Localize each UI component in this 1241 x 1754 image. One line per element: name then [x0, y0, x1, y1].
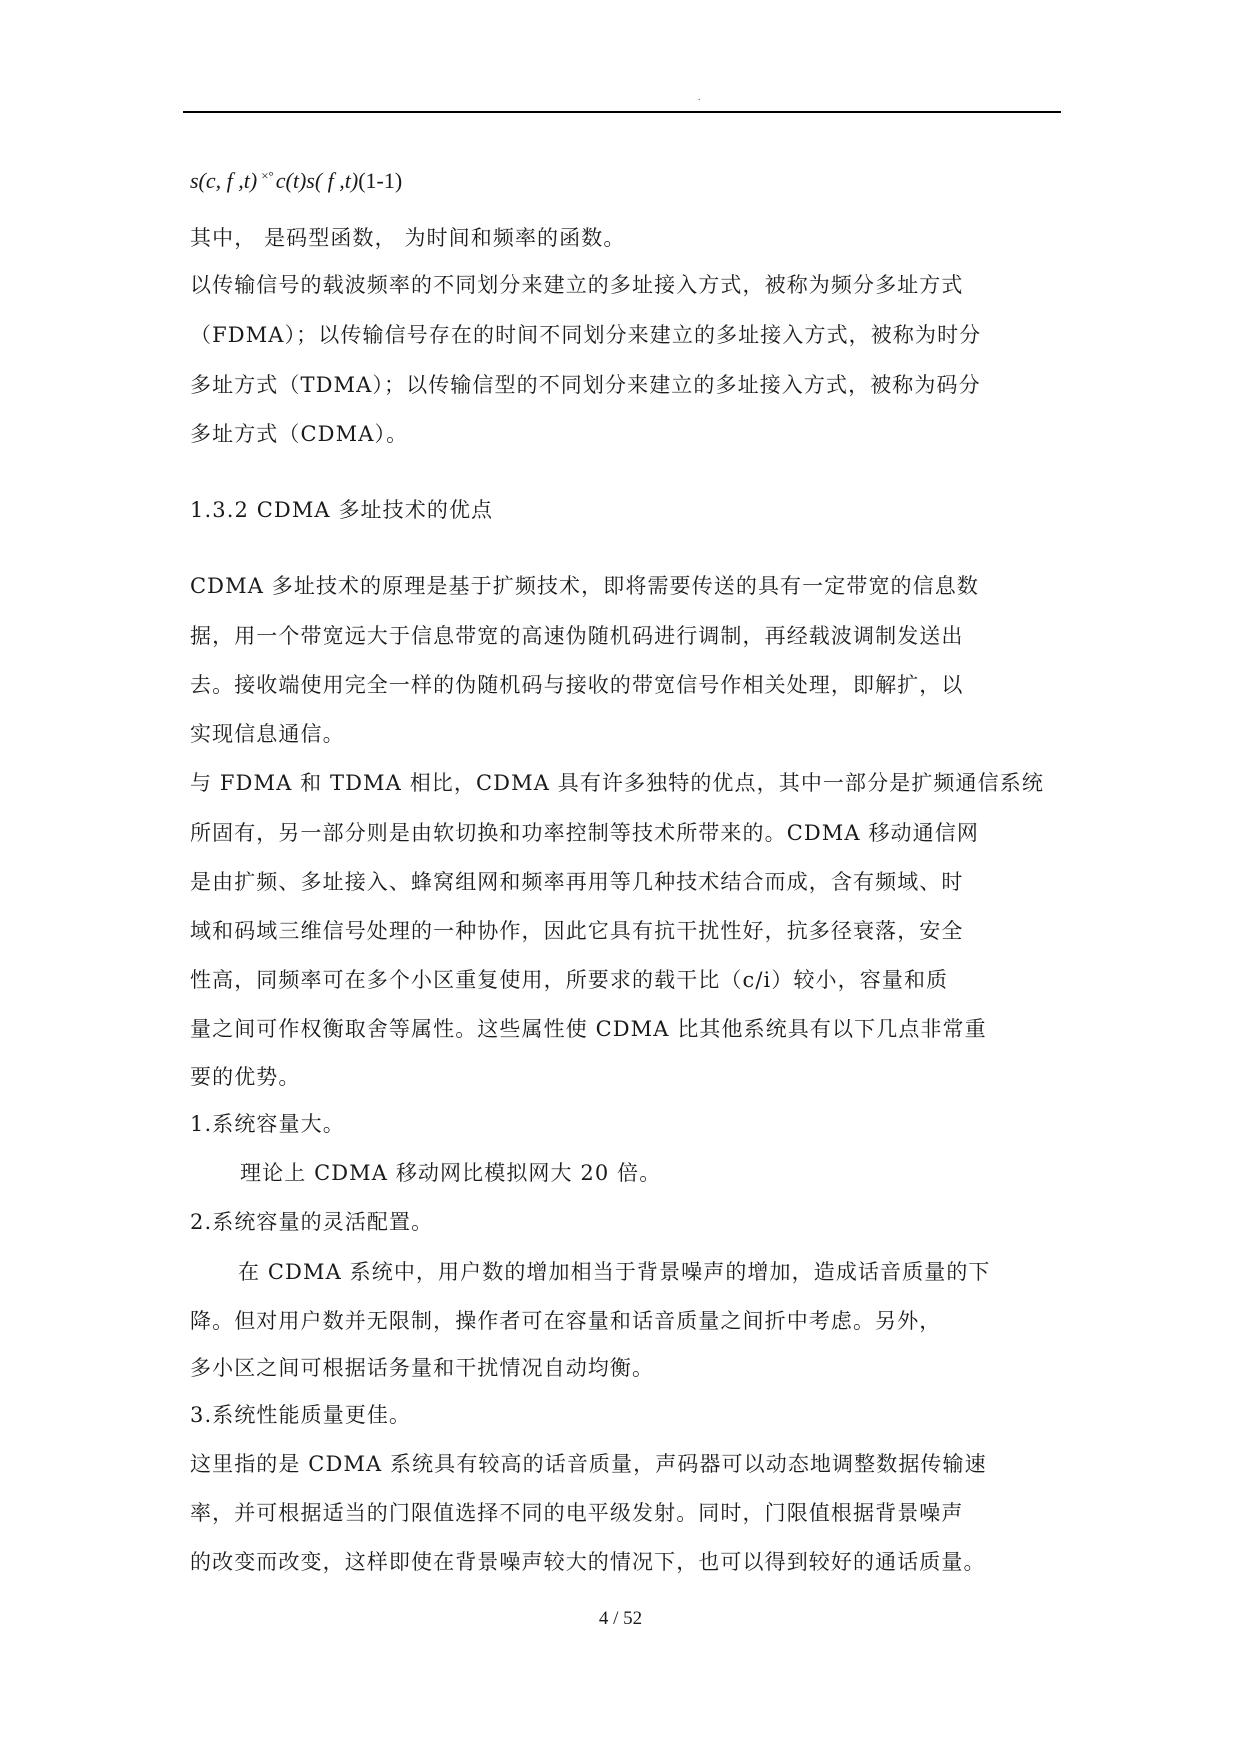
text-line: 这里指的是 CDMA 系统具有较高的话音质量，声码器可以动态地调整数据传输速 [190, 1452, 987, 1476]
text-line: 据，用一个带宽远大于信息带宽的高速伪随机码进行调制，再经载波调制发送出 [190, 624, 964, 648]
list-item-heading: 2.系统容量的灵活配置。 [190, 1210, 434, 1234]
list-item-heading: 3.系统性能质量更佳。 [190, 1403, 412, 1427]
text-line: 多小区之间可根据话务量和干扰情况自动均衡。 [190, 1356, 655, 1380]
formula-label: (1-1) [358, 168, 403, 193]
text-line: 实现信息通信。 [190, 722, 345, 746]
text-line: 去。接收端使用完全一样的伪随机码与接收的带宽信号作相关处理，即解扩，以 [190, 673, 964, 697]
text-line: 量之间可作权衡取舍等属性。这些属性使 CDMA 比其他系统具有以下几点非常重 [190, 1017, 987, 1041]
formula-1-1 [190, 168, 402, 194]
formula-lhs: s(c, f ,t) [190, 168, 258, 193]
text-line: 要的优势。 [190, 1065, 301, 1089]
page-number: 4 / 52 [598, 1608, 643, 1629]
header-rule [183, 111, 1061, 113]
text-line: 是由扩频、多址接入、蜂窝组网和频率再用等几种技术结合而成，含有频域、时 [190, 870, 964, 894]
text-line: 所固有，另一部分则是由软切换和功率控制等技术所带来的。CDMA 移动通信网 [190, 821, 979, 845]
section-heading: 1.3.2 CDMA 多址技术的优点 [190, 498, 494, 522]
text-line: 多址方式（TDMA）；以传输信型的不同划分来建立的多址接入方式，被称为码分 [190, 373, 981, 397]
text-line: 理论上 CDMA 移动网比模拟网大 20 倍。 [240, 1161, 662, 1185]
text-line: （FDMA）；以传输信号存在的时间不同划分来建立的多址接入方式，被称为时分 [190, 323, 982, 347]
header-mark: . [698, 92, 701, 103]
text-line: CDMA 多址技术的原理是基于扩频技术，即将需要传送的具有一定带宽的信息数 [190, 574, 979, 598]
text-line: 在 CDMA 系统中，用户数的增加相当于背景噪声的增加，造成话音质量的下 [238, 1260, 991, 1284]
formula-symbol: ×° [261, 168, 274, 183]
text-line: 的改变而改变，这样即使在背景噪声较大的情况下，也可以得到较好的通话质量。 [190, 1550, 986, 1574]
text-line: 域和码域三维信号处理的一种协作，因此它具有抗干扰性好，抗多径衰落，安全 [190, 919, 964, 943]
text-line: 多址方式（CDMA）。 [190, 422, 409, 446]
text-line: 性高，同频率可在多个小区重复使用，所要求的载干比（c/i）较小，容量和质 [190, 968, 949, 992]
text-line: 降。但对用户数并无限制，操作者可在容量和话音质量之间折中考虑。另外， [190, 1309, 942, 1333]
list-item-heading: 1.系统容量大。 [190, 1112, 345, 1136]
formula-rhs: c(t)s( f ,t) [275, 168, 359, 193]
text-line: 与 FDMA 和 TDMA 相比，CDMA 具有许多独特的优点，其中一部分是扩频通信系统 [190, 771, 1044, 795]
text-line: 以传输信号的载波频率的不同划分来建立的多址接入方式，被称为频分多址方式 [190, 273, 964, 297]
text-line: 其中， 是码型函数， 为时间和频率的函数。 [190, 226, 626, 250]
text-line: 率，并可根据适当的门限值选择不同的电平级发射。同时，门限值根据背景噪声 [190, 1501, 964, 1525]
